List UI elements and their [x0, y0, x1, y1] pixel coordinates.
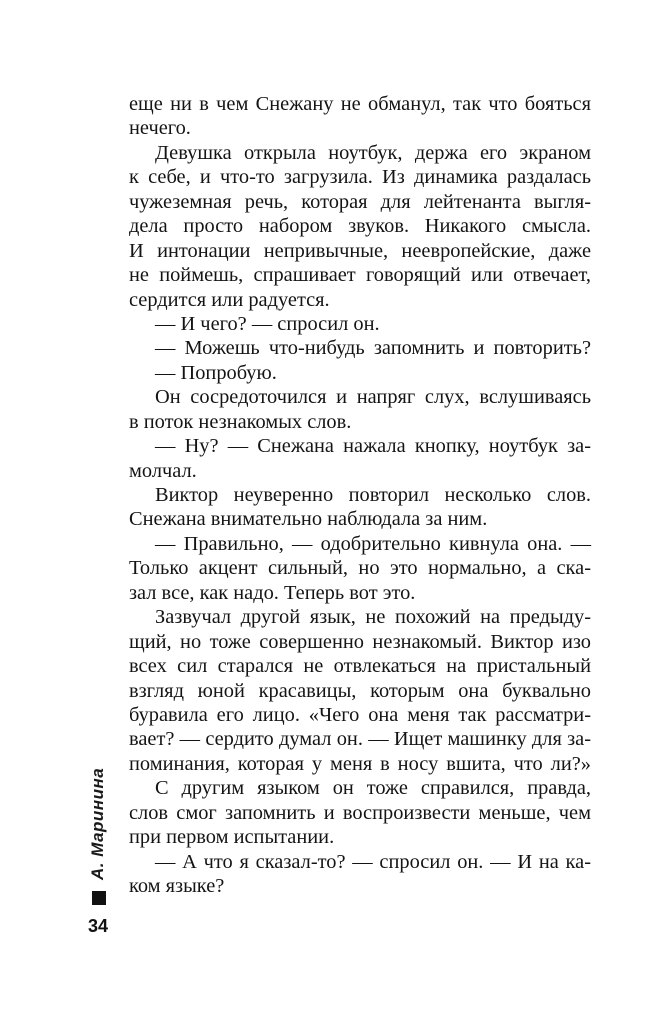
text-line: к себе, и что-то загрузила. Из динамика раздалась: [129, 166, 591, 189]
text-line: Зазвучал другой язык, не похожий на предыду-: [155, 606, 591, 629]
text-line: Он сосредоточился и напряг слух, вслушиваясь: [155, 386, 591, 409]
text-line: — И чего? — спросил он.: [155, 312, 380, 335]
text-line: — Правильно, — одобрительно кивнула она. —: [155, 532, 591, 555]
text-line: поминания, которая у меня в носу вшита, что ли?»: [129, 752, 591, 775]
text-line: И интонации непривычные, неевропейские, даже: [129, 239, 591, 262]
text-line: дела просто набором звуков. Никакого смысла.: [129, 215, 591, 238]
text-line: — Ну? — Снежана нажала кнопку, ноутбук за-: [155, 435, 591, 458]
text-line: всех сил старался не отвлекаться на пристальный: [129, 655, 591, 678]
text-line: молчал.: [129, 459, 197, 482]
text-line: Виктор неуверенно повторил несколько слов.: [155, 484, 591, 506]
text-line: Девушка открыла ноутбук, держа его экраном: [155, 141, 591, 164]
text-line: ком языке?: [129, 875, 225, 897]
text-line: чужеземная речь, которая для лейтенанта выгля-: [129, 190, 591, 213]
text-line: Снежана внимательно наблюдала за ним.: [129, 508, 488, 531]
text-line: С другим языком он тоже справился, правда,: [155, 777, 591, 800]
text-line: щий, но тоже совершенно незнакомый. Виктор изо: [129, 630, 591, 653]
text-line: вает? — сердито думал он. — Ищет машинку для за-: [129, 728, 591, 751]
text-line: взгляд юной красавицы, которым она буквально: [129, 679, 591, 702]
text-line: буравила его лицо. «Чего она меня так рассматри-: [129, 703, 591, 726]
text-line: при первом испытании.: [129, 826, 335, 849]
page-number: 34: [88, 916, 109, 936]
text-line: сердится или радуется.: [129, 288, 330, 311]
text-line: Только акцент сильный, но это нормально, а ска-: [129, 557, 591, 580]
text-line: в поток незнакомых слов.: [129, 410, 352, 433]
text-line: — Можешь что-нибудь запомнить и повторить?: [155, 337, 591, 360]
text-line: нечего.: [129, 117, 191, 140]
text-line: еще ни в чем Снежану не обманул, так что бояться: [129, 93, 591, 115]
text-line: слов смог запомнить и воспроизвести меньше, чем: [129, 801, 591, 824]
text-line: — Попробую.: [155, 361, 277, 384]
text-line: — А что я сказал-то? — спросил он. — И на ка-: [155, 850, 591, 873]
body-text: [129, 92, 591, 898]
running-head-author: А. Маринина: [88, 767, 107, 880]
running-head-square: [92, 891, 106, 905]
text-line: не поймешь, спрашивает говорящий или отвечает,: [129, 264, 591, 287]
text-line: зал все, как надо. Теперь вот это.: [129, 581, 416, 604]
